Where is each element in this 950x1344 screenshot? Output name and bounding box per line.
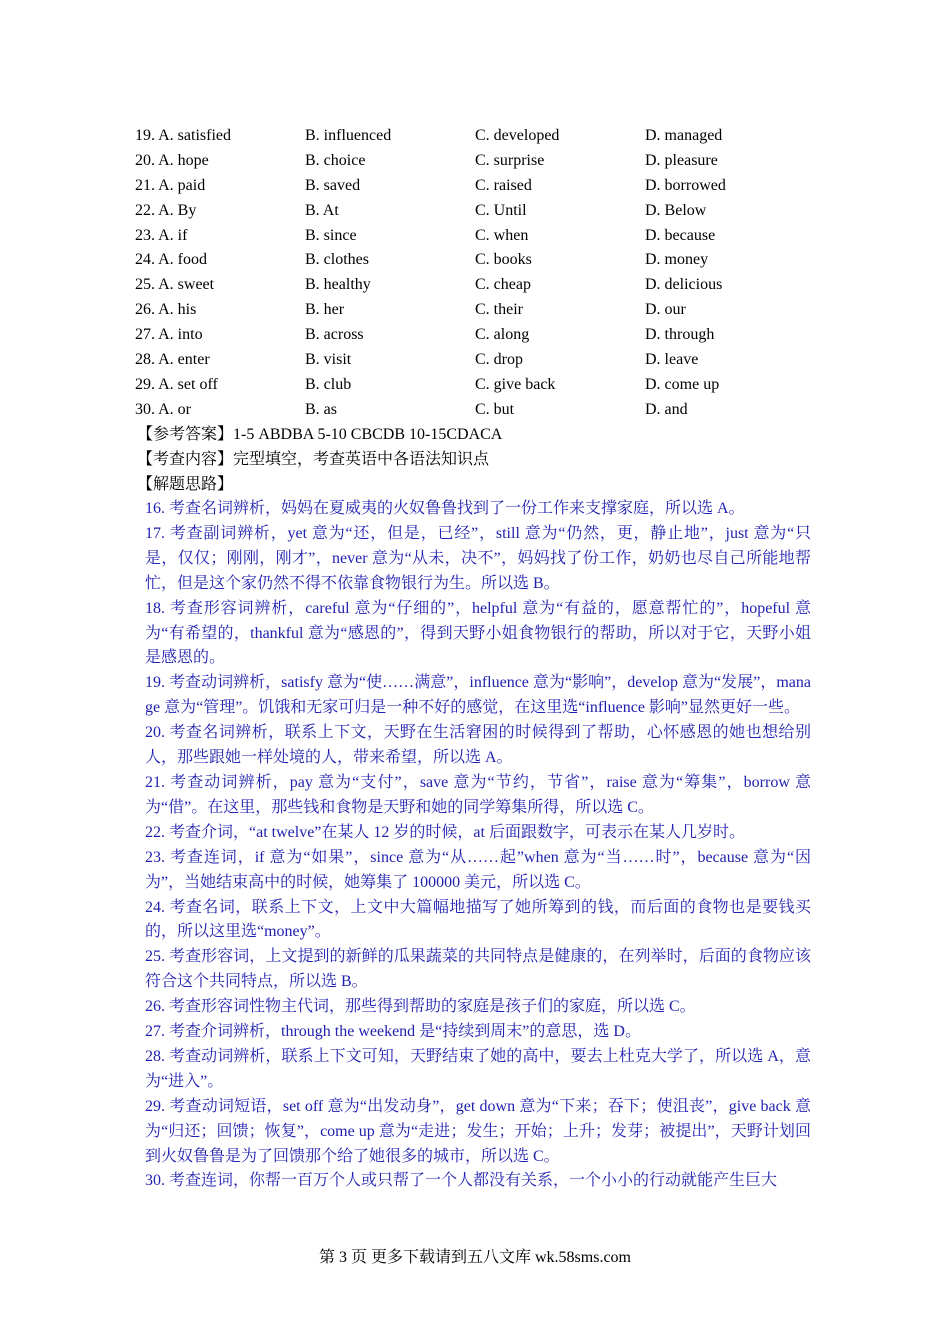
answer-line: 【参考答案】1-5 ABDBA 5-10 CBCDB 10-15CDACA [137, 426, 503, 443]
option-cell: B. healthy [305, 276, 371, 294]
option-cell: B. At [305, 201, 339, 219]
option-cell: 22. A. By [135, 201, 197, 219]
option-row [135, 298, 835, 323]
analysis-paragraph: 24. 考查名词，联系上下文，上文中大篇幅地描写了她所筹到的钱，而后面的食物也是要钱买的，所以这里选“money”。 [145, 898, 811, 941]
option-cell: D. leave [645, 351, 699, 369]
option-cell: 30. A. or [135, 400, 191, 418]
option-row [135, 273, 835, 298]
option-cell: B. saved [305, 176, 361, 194]
analysis-paragraph: 28. 考查动词辨析，联系上下文可知，天野结束了她的高中，要去上杜克大学了，所以选 A，意为“进入”。 [145, 1047, 811, 1090]
option-row [135, 149, 835, 174]
option-cell: D. come up [645, 375, 720, 393]
option-cell: B. as [305, 400, 337, 418]
option-cell: 28. A. enter [135, 351, 210, 369]
option-cell: D. delicious [645, 276, 723, 294]
option-cell: B. her [305, 301, 345, 319]
option-cell: C. when [475, 226, 529, 244]
option-cell: B. across [305, 326, 364, 344]
option-cell: C. along [475, 326, 530, 344]
option-row [135, 323, 835, 348]
option-cell: C. give back [475, 375, 556, 393]
option-row [135, 348, 835, 373]
option-cell: B. since [305, 226, 357, 244]
analysis-section [145, 497, 811, 1194]
analysis-paragraph: 18. 考查形容词辨析，careful 意为“仔细的”，helpful 意为“有益的，愿意帮忙的”，hopeful 意为“有希望的，thankful 意为“感恩的”，得到天野小姐食物银行的帮助，所以对于它，天野小姐是感恩的。 [145, 599, 811, 667]
analysis-paragraph: 26. 考查形容词性物主代词，那些得到帮助的家庭是孩子们的家庭，所以选 C。 [145, 998, 696, 1016]
option-cell: D. managed [645, 127, 723, 144]
option-row [135, 398, 835, 423]
analysis-paragraph: 19. 考查动词辨析，satisfy 意为“使……满意”，influence 意为“影响”，develop 意为“发展”，manage 意为“管理”。饥饿和无家可归是一种不好的感觉，在这里选“influence 影响”显然更好一些。 [145, 674, 811, 717]
option-cell: 27. A. into [135, 326, 203, 344]
option-cell: 19. A. satisfied [135, 127, 231, 144]
analysis-paragraph: 27. 考查介词辨析，through the weekend 是“持续到周末”的意思，选 D。 [145, 1023, 641, 1041]
option-cell: C. raised [475, 176, 532, 194]
analysis-paragraph: 16. 考查名词辨析，妈妈在夏威夷的火奴鲁鲁找到了一份工作来支撑家庭，所以选 A。 [145, 500, 745, 517]
option-cell: D. Below [645, 201, 707, 219]
option-cell: D. borrowed [645, 176, 726, 194]
option-cell: D. money [645, 251, 709, 269]
option-cell: C. books [475, 251, 532, 269]
option-cell: D. our [645, 301, 686, 319]
option-row [135, 124, 835, 149]
option-cell: C. Until [475, 201, 527, 219]
option-cell: 25. A. sweet [135, 276, 215, 294]
option-cell: 21. A. paid [135, 176, 206, 194]
option-cell: D. pleasure [645, 151, 718, 169]
thinking-heading: 【解题思路】 [137, 476, 234, 493]
option-cell: 24. A. food [135, 251, 207, 269]
option-table [135, 124, 835, 423]
analysis-paragraph: 20. 考查名词辨析，联系上下文，天野在生活窘困的时候得到了帮助，心怀感恩的她也想给别人，那些跟她一样处境的人，带来希望，所以选 A。 [145, 724, 811, 767]
option-cell: 29. A. set off [135, 375, 218, 393]
analysis-paragraph: 25. 考查形容词，上文提到的新鲜的瓜果蔬菜的共同特点是健康的，在列举时，后面的食物应该符合这个共同特点，所以选 B。 [145, 948, 811, 991]
option-cell: 26. A. his [135, 301, 197, 319]
analysis-paragraph: 22. 考查介词，“at twelve”在某人 12 岁的时候，at 后面跟数字，可表示在某人几岁时。 [145, 823, 745, 841]
option-cell: B. club [305, 375, 352, 393]
analysis-paragraph: 29. 考查动词短语，set off 意为“出发动身”，get down 意为“下来；吞下；使沮丧”，give back 意为“归还；回馈；恢复”，come up 意为“走进；发生；开始；上升；发芽；被提出”，天野计划回到火奴鲁鲁是为了回馈那个给了她很多的城市，所以选 C。 [145, 1097, 811, 1165]
option-cell: B. influenced [305, 127, 392, 144]
option-cell: C. surprise [475, 151, 545, 169]
option-cell: B. choice [305, 151, 366, 169]
content-line: 【考查内容】完型填空，考查英语中各语法知识点 [137, 451, 490, 468]
option-cell: C. their [475, 301, 523, 319]
option-cell: B. visit [305, 351, 352, 369]
option-row [135, 248, 835, 273]
analysis-paragraph: 17. 考查副词辨析，yet 意为“还，但是，已经”，still 意为“仍然，更，静止地”，just 意为“只是，仅仅；刚刚，刚才”，never 意为“从未，决不”，妈妈找了份工作，奶奶也尽自己所能地帮忙，但是这个家仍然不得不依靠食物银行为生。所以选 B。 [145, 524, 811, 592]
option-cell: D. because [645, 226, 716, 244]
option-row [135, 224, 835, 249]
option-cell: C. developed [475, 127, 560, 144]
page-footer: 第 3 页 更多下载请到五八文库 wk.58sms.com [318, 1249, 631, 1266]
option-row [135, 373, 835, 398]
analysis-paragraph: 30. 考查连词，你帮一百万个人或只帮了一个人都没有关系，一个小小的行动就能产生巨大 [145, 1172, 778, 1190]
option-cell: C. drop [475, 351, 523, 369]
option-cell: C. cheap [475, 276, 531, 294]
option-cell: D. and [645, 400, 688, 418]
option-cell: D. through [645, 326, 715, 344]
option-row [135, 199, 835, 224]
option-cell: 20. A. hope [135, 151, 209, 169]
analysis-paragraph: 23. 考查连词，if 意为“如果”，since 意为“从……起”when 意为“当……时”，because 意为“因为”，当她结束高中的时候，她筹集了 100000 美元，所以选 C。 [145, 848, 811, 891]
analysis-paragraph: 21. 考查动词辨析，pay 意为“支付”，save 意为“节约，节省”，raise 意为“筹集”，borrow 意为“借”。在这里，那些钱和食物是天野和她的同学筹集所得，所以选 C。 [145, 773, 811, 816]
option-cell: C. but [475, 400, 515, 418]
option-cell: 23. A. if [135, 226, 188, 244]
option-row [135, 174, 835, 199]
option-cell: B. clothes [305, 251, 369, 269]
